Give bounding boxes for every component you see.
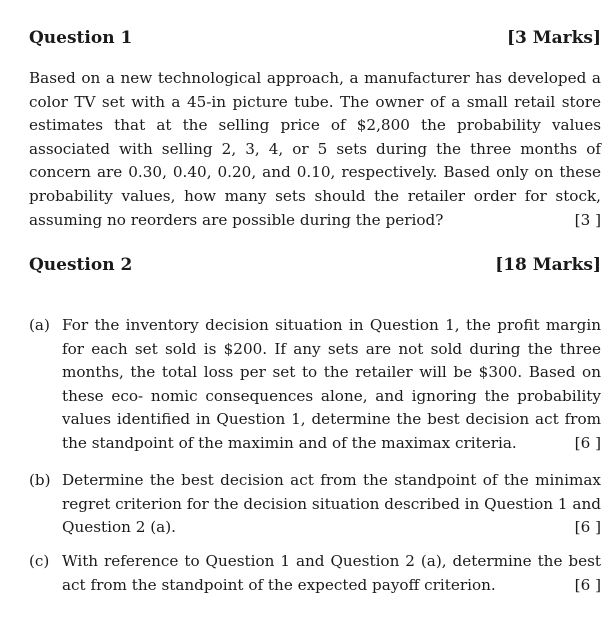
part-b-label: (b): [29, 471, 51, 489]
question-1-marks: [3 Marks]: [507, 28, 601, 48]
question-1-body-marks: [3 ]: [574, 210, 601, 229]
part-a-text: For the inventory decision situation in Question 1, the profit margin for each set sold is $200. If any sets are not sold during the three months, the total loss per set to the retailer will be $300. Based on these eco- nomic consequences alone, and ignoring the probability values identified in Question 1, determine the best decision act from the standpoint of the maximin and of the maximax criteria.: [62, 316, 601, 452]
question-2-marks: [18 Marks]: [495, 255, 601, 275]
question-1-text: Based on a new technological approach, a manufacturer has developed a color TV set with a 45-in picture tube. The owner of a small retail store estimates that at the selling price of $2,800 the probability values associated with selling 2, 3, 4, or 5 sets during the three months of concern are 0.30, 0.40, 0.20, and 0.10, respectively. Based only on these probability values, how many sets should the retailer order for stock, assuming no reorders are possible during the period?: [29, 69, 601, 229]
question-1-title: Question 1: [29, 28, 133, 48]
part-a-marks: [6 ]: [574, 433, 601, 452]
part-c-text: With reference to Question 1 and Question 2 (a), determine the best act from the standpoint of the expected payoff criterion.: [62, 552, 601, 594]
question-2-part-b: [29, 469, 601, 540]
part-a-label: (a): [29, 316, 50, 334]
part-c-label: (c): [29, 552, 50, 570]
question-1-header: [29, 28, 601, 52]
question-2-part-c: [29, 550, 601, 597]
part-b-marks: [6 ]: [574, 518, 601, 537]
part-b-text: Determine the best decision act from the standpoint of the minimax regret criterion for the decision situation described in Question 1 and Question 2 (a).: [62, 471, 601, 537]
question-2-part-a: [29, 314, 601, 456]
question-2-header: [29, 255, 601, 279]
question-1-body: [29, 67, 601, 232]
question-2-title: Question 2: [29, 255, 133, 275]
part-c-marks: [6 ]: [574, 575, 601, 594]
